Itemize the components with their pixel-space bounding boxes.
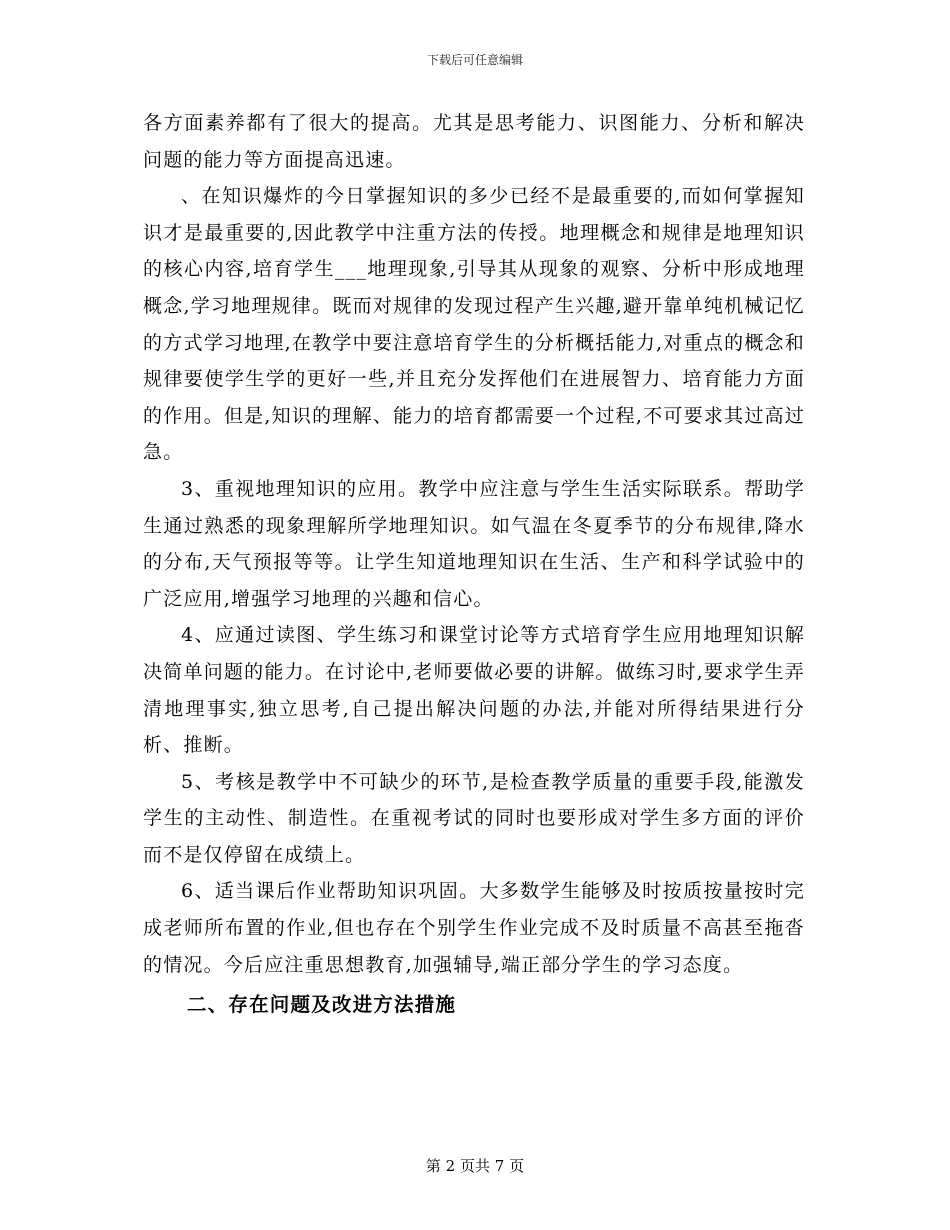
paragraph-6: 6、适当课后作业帮助知识巩固。大多数学生能够及时按质按量按时完成老师所布置的作业,但也存在个别学生作业完成不及时质量不高甚至拖沓的情况。今后应注重思想教育,加强辅导,端正部分学生的学习态度。	[143, 880, 805, 976]
paragraph-4: 4、应通过读图、学生练习和课堂讨论等方式培育学生应用地理知识解决简单问题的能力。在讨论中,老师要做必要的讲解。做练习时,要求学生弄清地理事实,独立思考,自己提出解决问题的办法,并能对所得结果进行分析、推断。	[143, 624, 805, 757]
page-header-note: 下载后可任意编辑	[426, 53, 523, 67]
page-number-footer: 第 2 页共 7 页	[425, 1157, 525, 1175]
document-body	[143, 105, 805, 1023]
paragraph-5: 5、考核是教学中不可缺少的环节,是检查教学质量的重要手段,能激发学生的主动性、制造性。在重视考试的同时也要形成对学生多方面的评价而不是仅停留在成绩上。	[143, 770, 805, 866]
paragraph-3: 3、重视地理知识的应用。教学中应注意与学生生活实际联系。帮助学生通过熟悉的现象理解所学地理知识。如气温在冬夏季节的分布规律,降水的分布,天气预报等等。让学生知道地理知识在生活、生产和科学试验中的广泛应用,增强学习地理的兴趣和信心。	[143, 477, 805, 610]
section-heading: 二、存在问题及改进方法措施	[187, 993, 457, 1017]
paragraph-2: 、在知识爆炸的今日掌握知识的多少已经不是最重要的,而如何掌握知识才是最重要的,因此教学中注重方法的传授。地理概念和规律是地理知识的核心内容,培育学生___地理现象,引导其从现象的观察、分析中形成地理概念,学习地理规律。既而对规律的发现过程产生兴趣,避开靠单纯机械记忆的方式学习地理,在教学中要注意培育学生的分析概括能力,对重点的概念和规律要使学生学的更好一些,并且充分发挥他们在进展智力、培育能力方面的作用。但是,知识的理解、能力的培育都需要一个过程,不可要求其过高过急。	[143, 185, 805, 464]
paragraph-1: 各方面素养都有了很大的提高。尤其是思考能力、识图能力、分析和解决问题的能力等方面提高迅速。	[143, 112, 805, 171]
